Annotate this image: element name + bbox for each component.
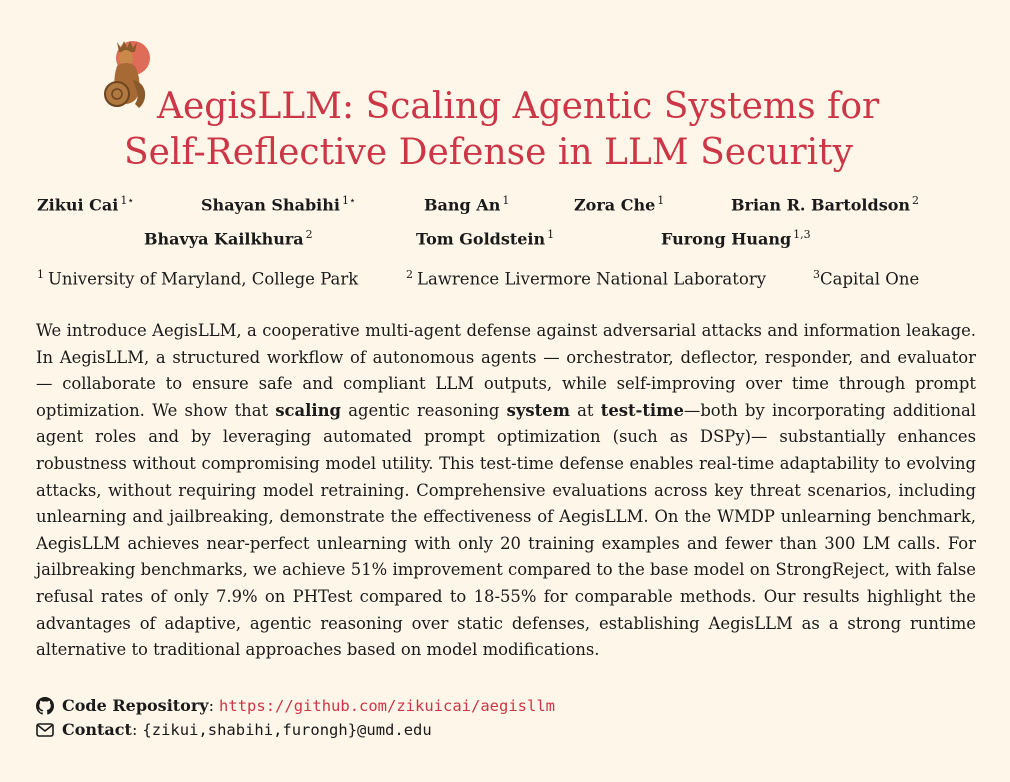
title-line-1: AegisLLM: Scaling Agentic Systems for	[157, 86, 880, 127]
contact-emails[interactable]: {zikui,shabihi,furongh}@umd.edu	[142, 721, 432, 739]
abstract: We introduce AegisLLM, a cooperative multi-agent defense against adversarial attacks and information leakage. In AegisLLM, a structured workflow of autonomous agents — orchestrator, deflector, responder, and evaluator — collaborate to ensure safe and compliant LLM outputs, while self-improving over time through prompt optimization. We show that scaling agentic reasoning system at test-time—both by incorporating additional agent roles and by leveraging automated prompt optimization (such as DSPy)— substantially enhances robustness without compromising model utility. This test-time defense enables real-time adaptability to evolving attacks, without requiring model retraining. Comprehensive evaluations across key threat scenarios, including unlearning and jailbreaking, demonstrate the effectiveness of AegisLLM. On the WMDP unlearning benchmark, AegisLLM achieves near-perfect unlearning with only 20 training examples and fewer than 300 LM calls. For jailbreaking benchmarks, we achieve 51% improvement compared to the base model on StrongReject, with false refusal rates of only 7.9% on PHTest compared to 18-55% for comparable methods. Our results highlight the advantages of adaptive, agentic reasoning over static defenses, establishing AegisLLM as a strong runtime alternative to traditional approaches based on model modifications.	[36, 321, 977, 660]
title-line-2: Self-Reflective Defense in LLM Security	[124, 132, 853, 173]
author: Furong Huang $^{1,3}$	[661, 228, 811, 249]
author: Brian R. Bartoldson $^2$	[731, 194, 919, 215]
mail-icon	[36, 721, 56, 739]
affiliation: $^2$ Lawrence Livermore National Laboratory	[406, 268, 767, 289]
author: Zikui Cai $^{1⋆}$	[37, 194, 135, 215]
author: Bhavya Kailkhura $^2$	[144, 228, 313, 249]
code-repository-label: Code Repository	[62, 696, 209, 715]
github-icon	[36, 697, 56, 715]
code-repository-row: Code Repository : https://github.com/zikuicai/aegisllm	[36, 694, 555, 718]
author: Shayan Shabihi $^{1⋆}$	[201, 194, 356, 215]
links-section	[36, 694, 555, 742]
affiliation: $^1$ University of Maryland, College Park	[37, 268, 359, 289]
author: Bang An $^1$	[424, 194, 510, 215]
contact-label: Contact	[62, 720, 132, 739]
code-repository-link[interactable]: https://github.com/zikuicai/aegisllm	[219, 697, 555, 715]
contact-row: Contact : {zikui,shabihi,furongh}@umd.edu	[36, 718, 555, 742]
aegis-logo-icon	[103, 36, 153, 112]
author: Tom Goldstein $^1$	[416, 228, 555, 249]
affiliation: $^3$Capital One	[813, 268, 920, 289]
author: Zora Che $^1$	[574, 194, 665, 215]
